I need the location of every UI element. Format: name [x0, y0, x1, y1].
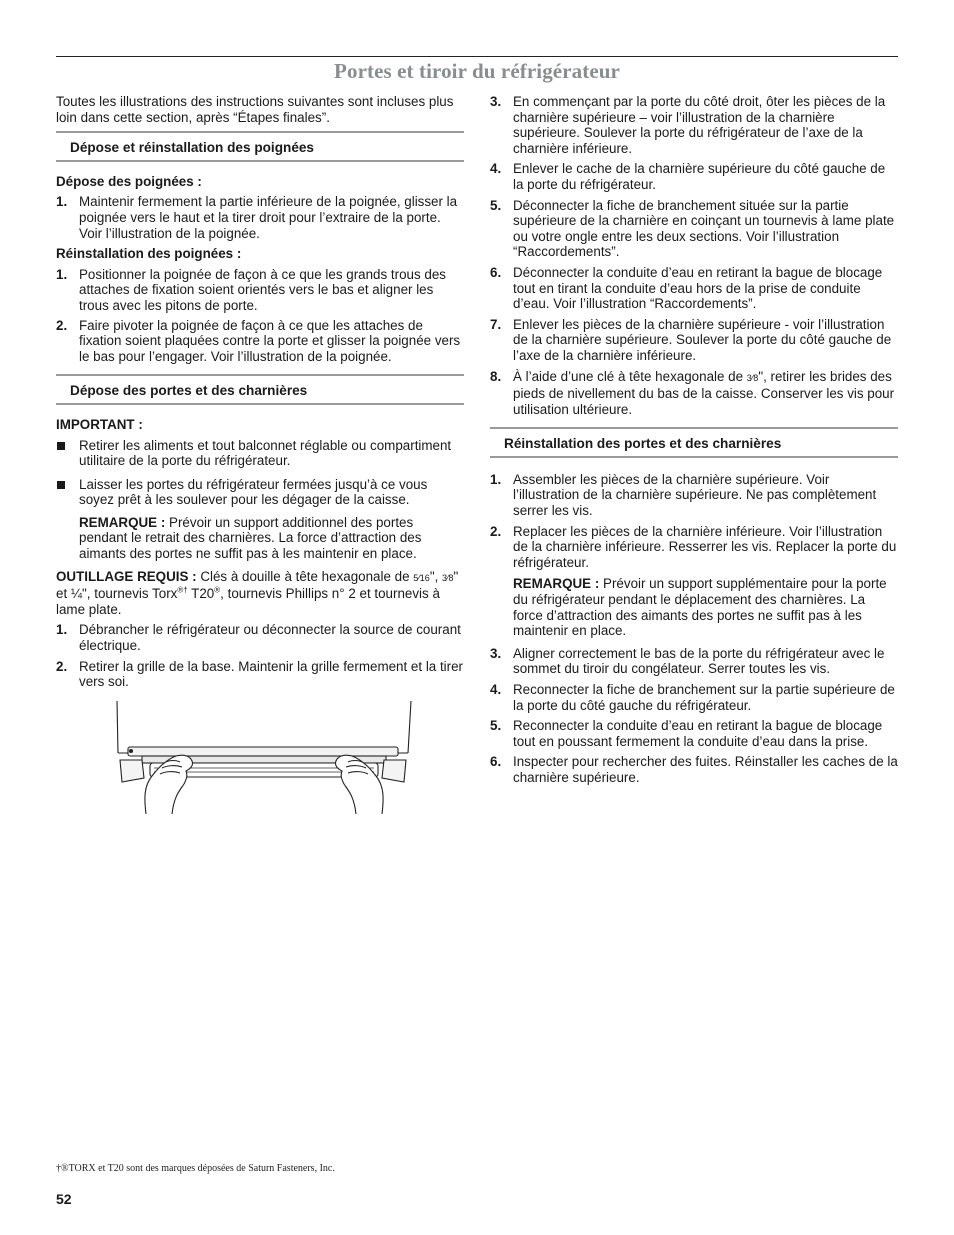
step-number: 5. [490, 197, 502, 213]
tools-label: OUTILLAGE REQUIS : [56, 568, 197, 584]
bullet-square-icon [57, 481, 65, 489]
trademark-footnote: †®TORX et T20 sont des marques déposées de Saturn Fasteners, Inc. [56, 1163, 335, 1174]
step-number: 4. [490, 682, 502, 697]
list-item [490, 265, 898, 312]
step-text-part: ", retirer les brides des pieds de nivellement du bas de la caisse. Conserver les vis pour utilisation ultérieure. [513, 368, 895, 417]
step-number: 6. [490, 264, 502, 280]
step-text: Déconnecter la conduite d’eau en retirant la bague de blocage tout en tirant la conduite d’eau hors de la prise de conduite d’eau. Voir l’illustration “Raccordements”. [513, 264, 883, 312]
right-column [490, 94, 898, 786]
tools-text: , tournevis Phillips n° 2 et tournevis à lame plate. [56, 586, 440, 617]
step-number: 1. [56, 194, 68, 210]
step-number: 8. [490, 368, 502, 384]
step-number: 3. [490, 645, 502, 661]
list-item [490, 94, 898, 156]
step-number: 2. [56, 658, 68, 674]
list-item [490, 472, 898, 519]
step-number: 2. [56, 317, 68, 333]
base-grille-removal-illustration [114, 698, 414, 814]
bullet-text: Laisser les portes du réfrigérateur fermées jusqu’à ce vous soyez prêt à les soulever pour les dégager de la caisse. [79, 476, 428, 508]
note-paragraph [56, 515, 464, 562]
fraction: 3⁄8 [442, 572, 454, 583]
step-text: Aligner correctement le bas de la porte du réfrigérateur avec le sommet du tiroir du congélateur. Serrer toutes les vis. [513, 645, 885, 677]
note-label: REMARQUE : [79, 514, 166, 530]
step-text: Inspecter pour rechercher des fuites. Réinstaller les caches de la charnière supérieure. [513, 754, 898, 785]
handle-removal-label: Dépose des poignées : [56, 173, 202, 189]
left-column [56, 94, 464, 817]
list-item [490, 317, 898, 364]
step-text: Positionner la poignée de façon à ce que les grands trous des attaches de fixation soient orientés vers le bas et aligner les trous avec les pitons de porte. [79, 266, 447, 313]
step-number: 1. [490, 471, 502, 487]
handles-section-heading: Dépose et réinstallation des poignées [56, 131, 464, 162]
step-text: Reconnecter la conduite d’eau en retirant la bague de blocage tout en poussant fermement la conduite d’eau dans la prise. [513, 718, 883, 749]
step-number: 2. [490, 523, 502, 539]
step-text: Enlever le cache de la charnière supérieure du côté gauche de la porte du réfrigérateur. [513, 161, 886, 192]
step-text: Assembler les pièces de la charnière supérieure. Voir l’illustration de la charnière supérieure. Ne pas complètement serrer les vis. [513, 471, 877, 519]
step-text: Maintenir fermement la partie inférieure de la poignée, glisser la poignée vers le haut et la tirer droit pour l’extraire de la porte. Voir l’illustration de la poignée. [79, 194, 458, 241]
step-number: 4. [490, 161, 502, 177]
intro-paragraph: Toutes les illustrations des instructions suivantes sont incluses plus loin dans cette section, après “Étapes finales”. [56, 94, 454, 125]
step-number: 7. [490, 316, 502, 332]
step-text-part: À l’aide d’une clé à tête hexagonale de [513, 368, 744, 384]
reinstall-section-heading: Réinstallation des portes et des charnières [490, 427, 898, 458]
list-item [56, 194, 464, 241]
step-text: Reconnecter la fiche de branchement sur la partie supérieure de la porte du côté gauche du réfrigérateur. [513, 682, 895, 713]
tools-text: Clés à douille à tête hexagonale de [200, 568, 410, 584]
step-number: 1. [56, 622, 68, 638]
step-text: Replacer les pièces de la charnière inférieure. Voir l’illustration de la charnière inférieure. Resserrer les vis. Replacer la porte du réfrigérateur. [513, 523, 897, 570]
step-number: 5. [490, 718, 502, 734]
list-item [490, 718, 898, 749]
note-text: Prévoir un support supplémentaire pour la porte du réfrigérateur pendant le déplacement des charnières. La force d’attraction des aimants des portes ne suffit pas à les maintenir en place. [513, 576, 887, 639]
step-number: 1. [56, 266, 68, 282]
fraction: 3⁄8 [746, 372, 759, 383]
list-item [490, 754, 898, 785]
step-text: En commençant par la porte du côté droit, ôter les pièces de la charnière supérieure – voir l’illustration de la charnière supérieure. Soulever la porte du réfrigérateur de l’axe de la charnière inférieure. [513, 94, 886, 156]
list-item [56, 622, 464, 653]
list-item [490, 198, 898, 260]
tools-text: T20 [187, 586, 215, 602]
list-item [56, 267, 464, 314]
tools-paragraph [56, 569, 464, 618]
list-item [490, 682, 898, 713]
bullet-square-icon [57, 442, 65, 450]
step-text: Faire pivoter la poignée de façon à ce que les attaches de fixation soient plaquées contre la porte et glisser la poignée vers le bas pour l’engager. Voir l’illustration de la poignée. [79, 317, 461, 364]
step-text: Déconnecter la fiche de branchement située sur la partie supérieure de la charnière en coinçant un tournevis à lame plate ou votre ongle entre les deux sections. Voir l’illustration “Raccordements”. [513, 197, 895, 260]
note-label: REMARQUE : [513, 576, 600, 592]
page-title: Portes et tiroir du réfrigérateur [334, 59, 620, 83]
tools-text: ", [429, 568, 439, 584]
fraction: 5⁄16 [413, 572, 430, 583]
step-text: Débrancher le réfrigérateur ou déconnecter la source de courant électrique. [79, 622, 461, 654]
important-label: IMPORTANT : [56, 416, 143, 432]
page-number: 52 [56, 1191, 72, 1207]
top-rule [56, 56, 898, 57]
trademark-mark: ®† [177, 585, 188, 595]
bullet-text: Retirer les aliments et tout balconnet réglable ou compartiment utilitaire de la porte du réfrigérateur. [79, 437, 452, 469]
note-paragraph [490, 576, 898, 638]
step-text: Retirer la grille de la base. Maintenir la grille fermement et la tirer vers soi. [79, 658, 464, 690]
list-item [490, 524, 898, 571]
doors-section-heading: Dépose des portes et des charnières [56, 374, 464, 405]
list-item [490, 161, 898, 192]
note-text: Prévoir un support additionnel des portes pendant le retrait des charnières. La force d’attraction des aimants des portes ne suffit pas à les maintenir en place. [79, 514, 422, 562]
bullet-item [56, 438, 464, 469]
list-item [490, 369, 898, 418]
list-item [490, 646, 898, 677]
tools-text: " et ¼", tournevis Torx [56, 568, 459, 602]
step-number: 6. [490, 754, 502, 770]
handle-reinstall-label: Réinstallation des poignées : [56, 246, 242, 262]
step-text: Enlever les pièces de la charnière supérieure - voir l’illustration de la charnière supérieure. Soulever la porte du côté gauche de l’axe de la charnière inférieure. [513, 316, 892, 363]
trademark-mark: ® [214, 585, 221, 595]
list-item [56, 659, 464, 690]
list-item [56, 318, 464, 365]
bullet-item [56, 477, 464, 508]
step-number: 3. [490, 94, 502, 109]
step-text [513, 369, 894, 417]
